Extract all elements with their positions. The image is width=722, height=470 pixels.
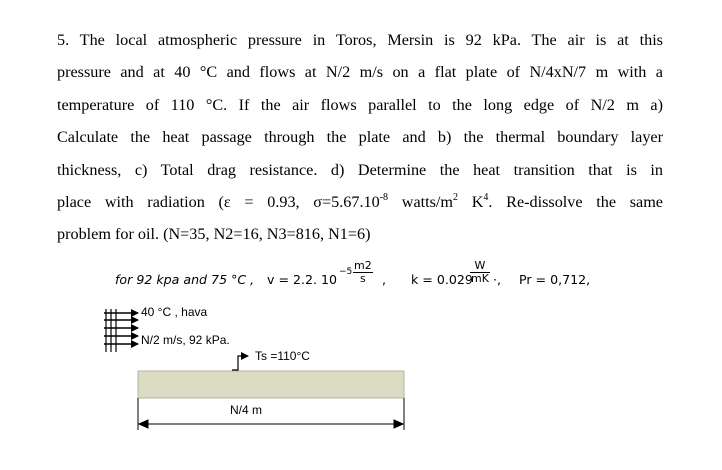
line6-text-b: watts/m: [388, 193, 454, 212]
length-dimension: [138, 398, 404, 430]
separator-1: ,: [382, 272, 387, 287]
k-unit-den: mK: [471, 272, 489, 285]
line6-text-d: . Re-dissolve the same: [488, 193, 663, 212]
k-lhs: k = 0.029: [411, 272, 473, 287]
nu-unit-num: m2: [354, 259, 372, 272]
problem-line-5: thickness, c) Total drag resistance. d) Determine the heat transition that is in: [57, 160, 663, 179]
surface-temp-marker: [232, 356, 248, 370]
k-unit-num: W: [474, 259, 486, 272]
prandtl-number: Pr = 0,712,: [519, 272, 591, 287]
flat-plate: [138, 371, 404, 398]
line6-sup-b: 2: [453, 191, 459, 203]
problem-line-7: problem for oil. (N=35, N2=16, N3=816, N1=6): [57, 225, 371, 244]
flow-label-temperature: 40 °C , hava: [141, 305, 208, 319]
line6-sup-c: 4: [483, 191, 489, 203]
problem-line-3: temperature of 110 °C. If the air flows parallel to the long edge of N/2 m a): [57, 95, 663, 114]
flow-label-velocity: N/2 m/s, 92 kPa.: [141, 333, 230, 347]
separator-2: ·,: [493, 272, 502, 287]
flow-arrow-tails: [106, 309, 116, 352]
surface-temperature-label: Ts =110°C: [255, 349, 310, 363]
problem-line-1: 5. The local atmospheric pressure in Toros, Mersin is 92 kPa. The air is at this: [57, 31, 663, 49]
nu-lhs: v = 2.2. 10: [267, 272, 338, 287]
problem-line-2: pressure and at 40 °C and flows at N/2 m/s on a flat plate of N/4xN/7 m with a: [57, 63, 663, 82]
line6-sup-a: -8: [379, 191, 389, 203]
line6-text-a: place with radiation (ε = 0.93, σ=5.67.10: [57, 193, 380, 212]
line6-text-c: K: [458, 193, 484, 212]
plate-length-label: N/4 m: [230, 403, 263, 417]
given-condition: for 92 kpa and 75 °C ,: [115, 272, 255, 287]
nu-exponent: −5: [339, 267, 353, 277]
problem-line-4: Calculate the heat passage through the plate and b) the thermal boundary layer: [57, 128, 663, 147]
nu-unit-den: s: [359, 272, 366, 285]
flow-direction-arrows: [104, 313, 138, 344]
